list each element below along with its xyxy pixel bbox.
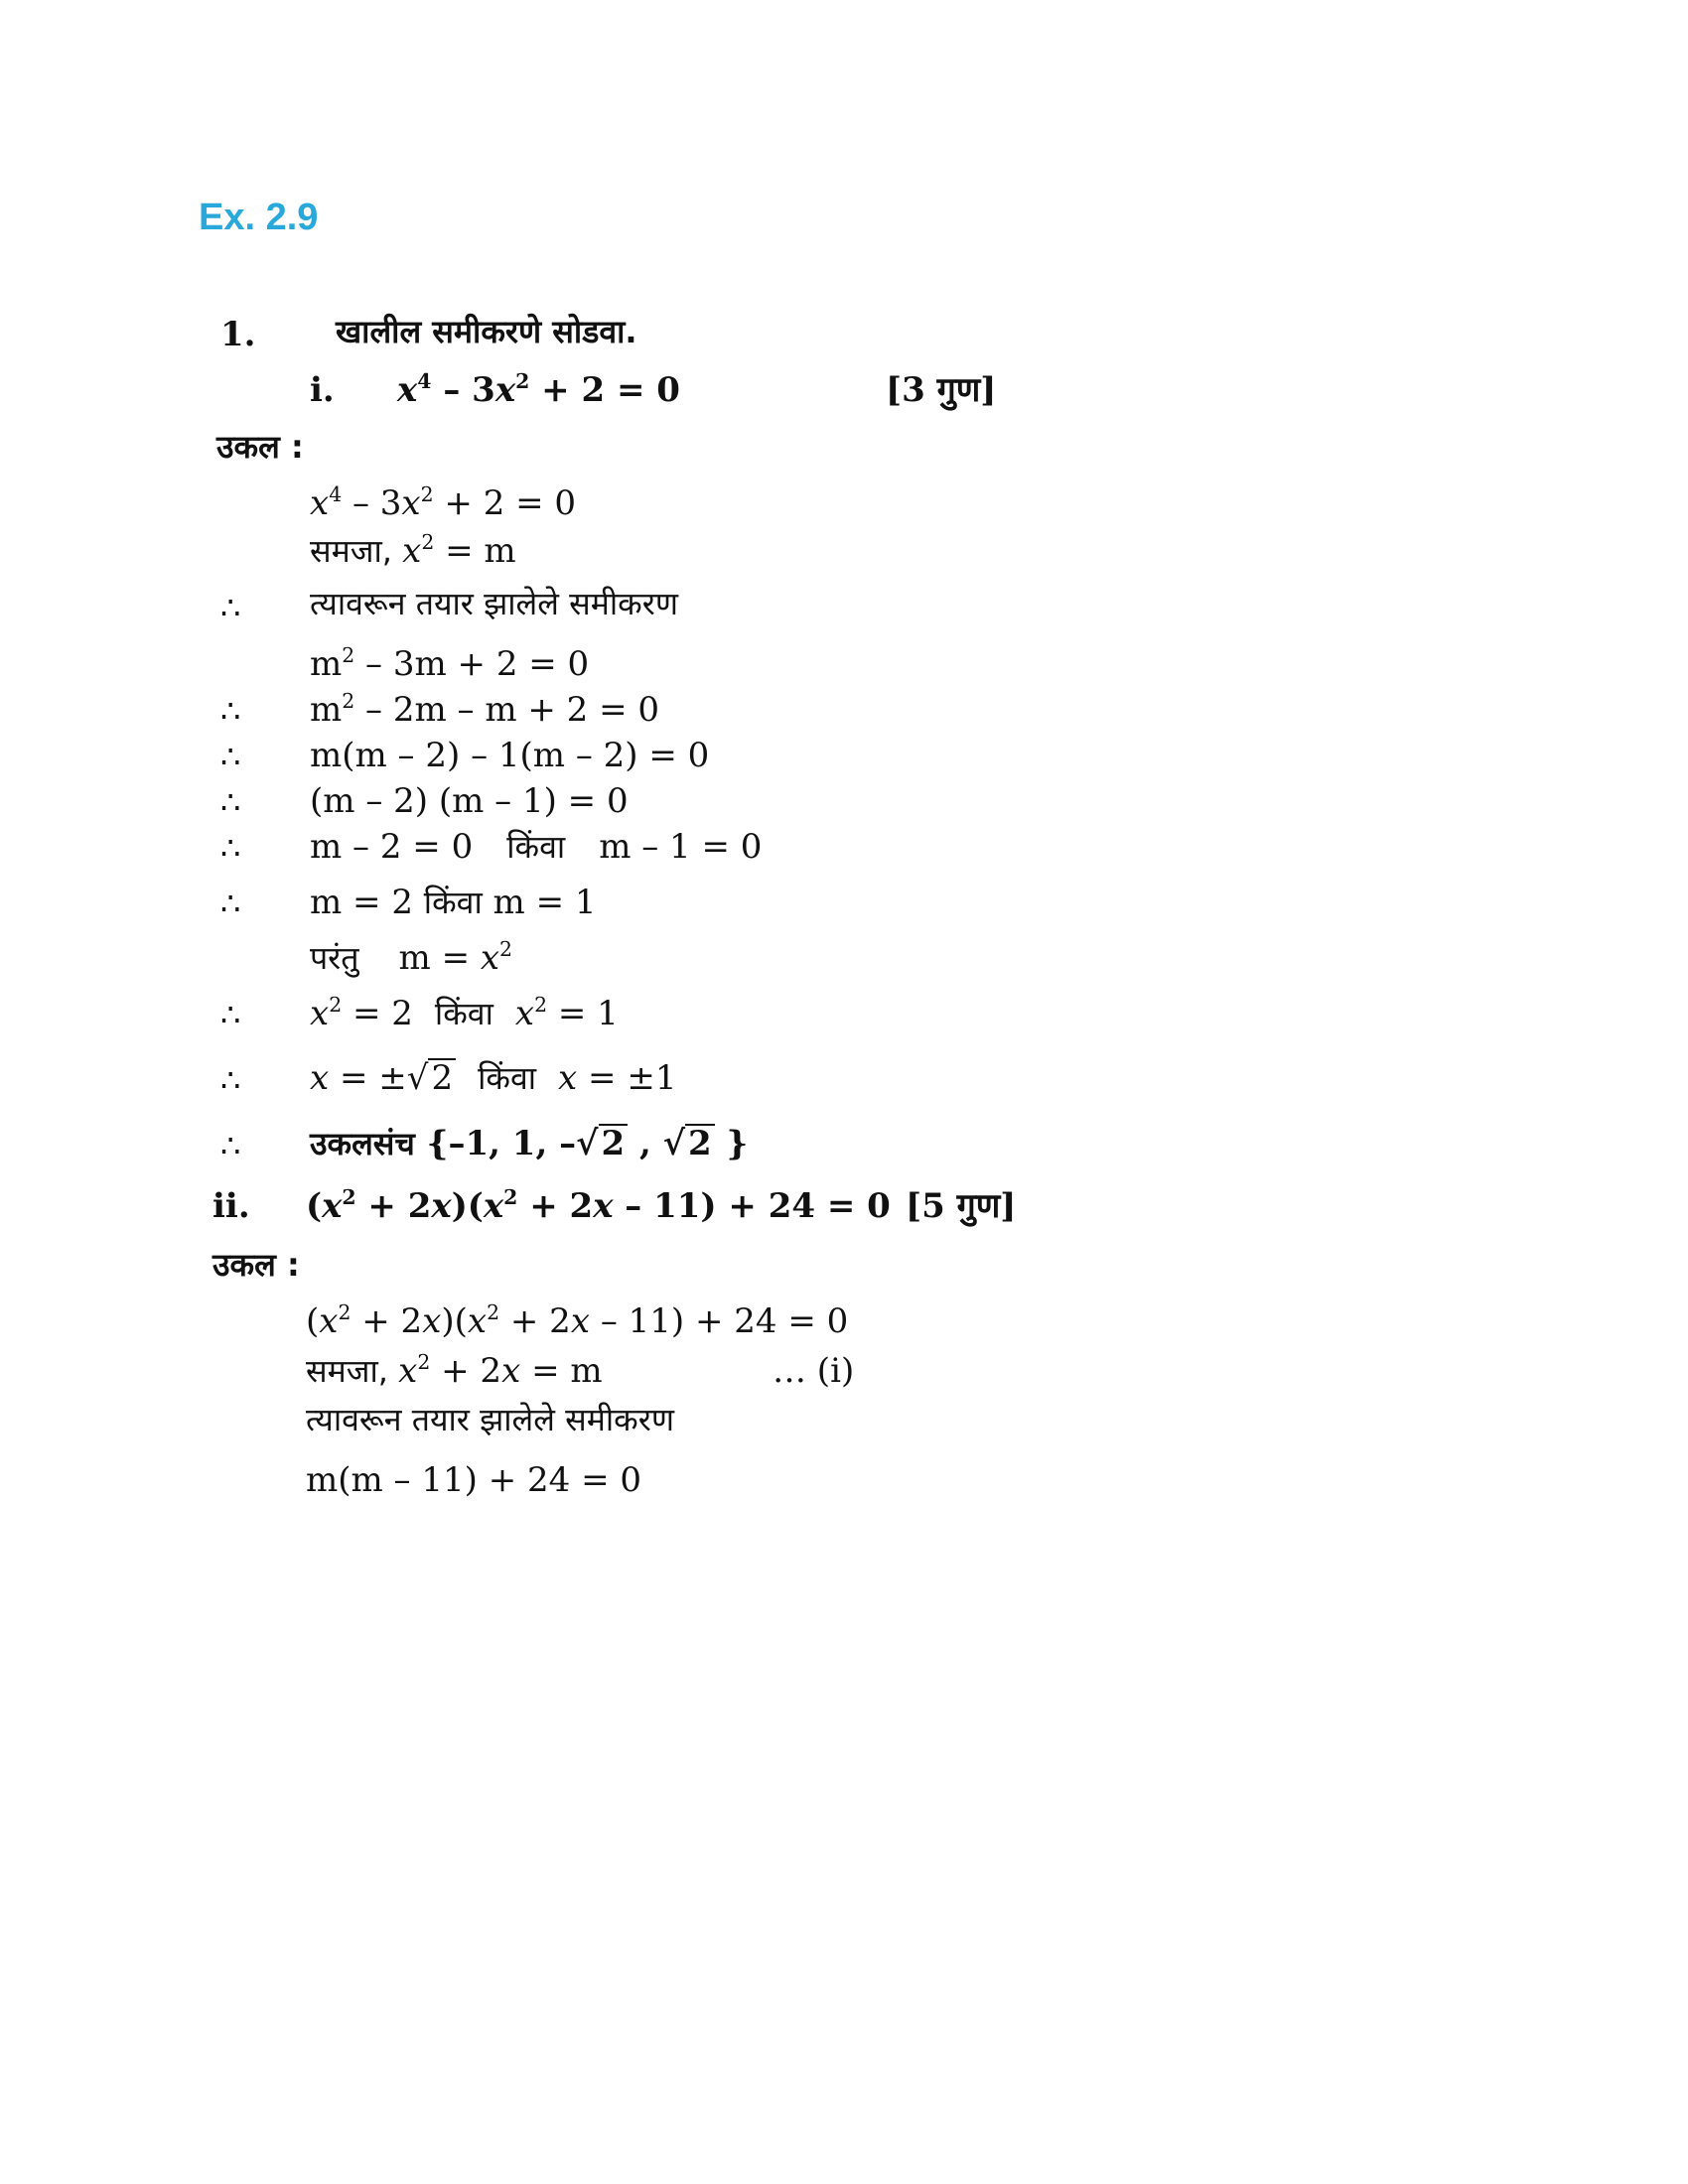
equation-reference: … (i) [773, 1351, 855, 1391]
therefore-symbol: ∴ [220, 1061, 241, 1099]
part-ii-label: ii. [212, 1186, 250, 1226]
part-i-marks: [3 गुण] [886, 370, 997, 410]
exercise-title: Ex. 2.9 [199, 197, 319, 238]
solution-line-8: m – 2 = 0 किंवा m – 1 = 0 [310, 827, 763, 867]
therefore-symbol: ∴ [220, 996, 241, 1033]
solution-ii-line-3: त्यावरून तयार झालेले समीकरण [306, 1401, 674, 1438]
therefore-symbol: ∴ [220, 1127, 241, 1164]
solution-line-12: x = ±√2 किंवा x = ±1 [310, 1058, 677, 1098]
solution-label-i: उकल : [216, 428, 304, 466]
sqrt-symbol: √2 [407, 1058, 456, 1097]
solution-label-ii: उकल : [212, 1246, 300, 1284]
part-ii-equation: $(x^2 + 2x)(x^2 + 2x - 11) + 24 = 0$ [306, 1184, 891, 1226]
solution-line-3: त्यावरून तयार झालेले समीकरण [310, 585, 678, 622]
question-text: खालील समीकरणे सोडवा. [336, 313, 637, 350]
solution-set: उकलसंच {–1, 1, –√2 , √2 } [310, 1124, 749, 1163]
therefore-symbol: ∴ [220, 692, 241, 730]
solution-line-5: $m^2 - 2m - m + 2 = 0$ [310, 688, 660, 730]
solution-line-7: (m – 2) (m – 1) = 0 [310, 781, 629, 821]
sqrt-symbol: √2 [663, 1124, 715, 1162]
part-i-label: i. [310, 370, 335, 410]
solution-ii-line-4: m(m – 11) + 24 = 0 [306, 1460, 641, 1500]
solution-line-2: समजा, $x^2 = m$ [310, 529, 516, 571]
therefore-symbol: ∴ [220, 829, 241, 867]
solution-ii-line-2: समजा, $x^2 + 2x = m$ [306, 1349, 603, 1391]
solution-line-11: $x^2 = 2$ किंवा $x^2 = 1$ [310, 992, 619, 1033]
solution-line-1: $x^4 - 3x^2 + 2 = 0$ [310, 481, 577, 523]
therefore-symbol: ∴ [220, 589, 241, 626]
part-ii-marks: [5 गुण] [906, 1186, 1017, 1226]
solution-ii-line-1: $(x^2 + 2x)(x^2 + 2x - 11) + 24 = 0$ [306, 1299, 849, 1341]
therefore-symbol: ∴ [220, 885, 241, 922]
solution-line-10: परंतु $m = x^2$ [310, 936, 513, 978]
question-number: 1. [220, 315, 256, 354]
part-i-equation: $x^4 - 3x^2 + 2 = 0$ [397, 368, 680, 410]
solution-line-4: $m^2 - 3m + 2 = 0$ [310, 642, 590, 684]
sqrt-symbol: √2 [576, 1124, 628, 1162]
solution-line-6: m(m – 2) – 1(m – 2) = 0 [310, 736, 710, 775]
therefore-symbol: ∴ [220, 783, 241, 821]
therefore-symbol: ∴ [220, 738, 241, 775]
solution-line-9: m = 2 किंवा m = 1 [310, 883, 597, 922]
